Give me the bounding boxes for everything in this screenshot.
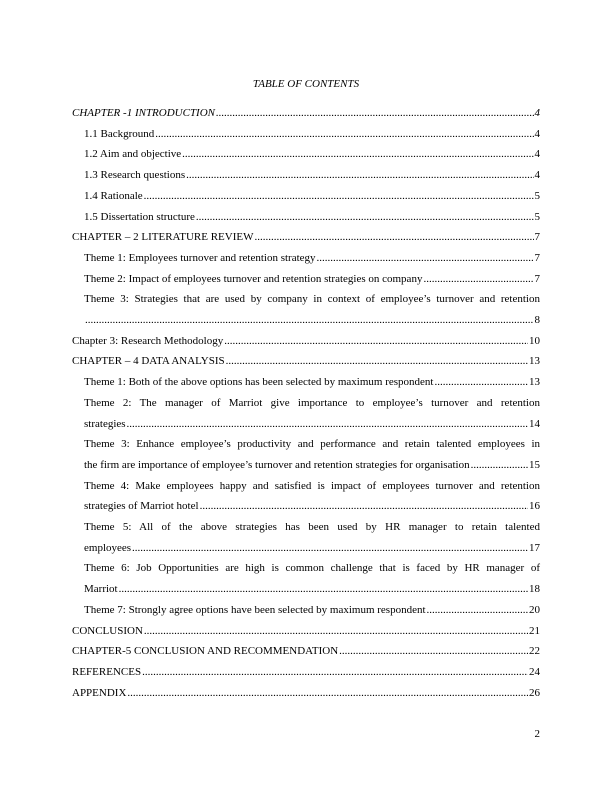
- toc-entry-ch2-theme-1[interactable]: [72, 248, 540, 269]
- toc-leader: [127, 683, 528, 704]
- toc-leader: [216, 103, 533, 124]
- toc-entry-chapter-2[interactable]: [72, 227, 540, 248]
- toc-leader: [423, 269, 533, 290]
- toc-leader: [144, 621, 528, 642]
- toc-entry-page: 22: [529, 645, 540, 658]
- toc-entry-lead: Theme 4: Make employees happy and satisfied is impact of employees turnover and retention: [84, 479, 540, 492]
- toc-entry-page: 26: [529, 686, 540, 699]
- toc-entry-text: 1.2 Aim and objective: [84, 148, 182, 161]
- toc-entry-page: 4: [534, 127, 540, 140]
- toc-entry-text: CHAPTER-5 CONCLUSION AND RECOMMENDATION: [72, 645, 339, 658]
- toc-entry-ch2-theme-3[interactable]: [72, 289, 540, 330]
- toc-leader: [434, 372, 528, 393]
- toc-entry-page: 13: [529, 355, 540, 368]
- toc-entry-text: Theme 2: Impact of employees turnover and retention strategies on company: [84, 272, 423, 285]
- toc-entry-page: 5: [534, 210, 540, 223]
- page-number: 2: [534, 728, 540, 740]
- toc-entry-1-3[interactable]: [72, 165, 540, 186]
- toc-leader: [226, 351, 528, 372]
- toc-entry-page: 5: [534, 189, 540, 202]
- toc-leader: [471, 455, 528, 476]
- toc-entry-text: 1.4 Rationale: [84, 189, 143, 202]
- toc-entry-text: Theme 1: Employees turnover and retention strategy: [84, 251, 316, 264]
- toc-entry-1-2[interactable]: [72, 144, 540, 165]
- toc-entry-lead: Theme 3: Enhance employee’s productivity and performance and retain talented employees in: [84, 438, 540, 451]
- toc-leader: [427, 600, 528, 621]
- toc-entry-lead: Theme 5: All of the above strategies has been used by HR manager to retain talented: [84, 521, 540, 534]
- toc-leader: [119, 579, 528, 600]
- toc-entry-page: 7: [534, 251, 540, 264]
- toc-entry-1-5[interactable]: [72, 207, 540, 228]
- toc-entry-chapter-5[interactable]: [72, 641, 540, 662]
- toc-entry-ch4-theme-4[interactable]: [72, 476, 540, 517]
- toc-entry-page: 21: [529, 624, 540, 637]
- toc-entry-text: Theme 7: Strongly agree options have been selected by maximum respondent: [84, 603, 426, 616]
- toc-entry-appendix[interactable]: [72, 683, 540, 704]
- toc-entry-text: 1.5 Dissertation structure: [84, 210, 195, 223]
- toc-entry-page: 10: [529, 334, 540, 347]
- toc-entry-text: strategies of Marriot hotel: [84, 500, 199, 513]
- toc-entry-ch4-theme-2[interactable]: [72, 393, 540, 434]
- toc-leader: [132, 538, 528, 559]
- toc-title: TABLE OF CONTENTS: [252, 78, 360, 90]
- toc-entry-text: CHAPTER -1 INTRODUCTION: [72, 107, 216, 119]
- toc-entry-references[interactable]: [72, 662, 540, 683]
- toc-entry-text: the firm are importance of employee’s turnover and retention strategies for organisation: [84, 458, 470, 471]
- toc-entry-chapter-4[interactable]: [72, 351, 540, 372]
- toc-entry-page: 15: [529, 458, 540, 471]
- toc-entry-lead: Theme 6: Job Opportunities are high is common challenge that is faced by HR manager of: [84, 562, 540, 575]
- toc-entry-text: CONCLUSION: [72, 624, 143, 637]
- toc-entry-ch4-theme-7[interactable]: [72, 600, 540, 621]
- toc-entry-text: 1.1 Background: [84, 127, 155, 140]
- toc-entry-page: 18: [529, 583, 540, 596]
- toc-entry-conclusion[interactable]: [72, 621, 540, 642]
- toc-entry-1-4[interactable]: [72, 186, 540, 207]
- toc-leader: [339, 641, 528, 662]
- toc-entry-ch4-theme-6[interactable]: [72, 558, 540, 599]
- toc-entry-page: 17: [529, 541, 540, 554]
- toc-entry-text: REFERENCES: [72, 665, 142, 678]
- toc-entry-text: Chapter 3: Research Methodology: [72, 334, 224, 347]
- toc-entry-page: 14: [529, 417, 540, 430]
- toc-entry-ch4-theme-3[interactable]: [72, 434, 540, 475]
- toc-entry-text: Marriot: [84, 583, 118, 596]
- toc-leader: [182, 144, 533, 165]
- toc-leader: [144, 186, 534, 207]
- toc-leader: [317, 248, 534, 269]
- toc-entry-1-1[interactable]: [72, 124, 540, 145]
- toc-list: [72, 103, 540, 703]
- toc-leader: [186, 165, 533, 186]
- toc-entry-ch4-theme-1[interactable]: [72, 372, 540, 393]
- toc-entry-page: 4: [534, 148, 540, 161]
- toc-leader: [142, 662, 528, 683]
- toc-leader: [254, 227, 533, 248]
- toc-entry-page: 7: [534, 231, 540, 244]
- toc-entry-chapter-3[interactable]: [72, 331, 540, 352]
- toc-entry-page: 24: [529, 665, 540, 678]
- toc-leader: [127, 414, 528, 435]
- toc-entry-text: APPENDIX: [72, 686, 127, 699]
- toc-entry-text: 1.3 Research questions: [84, 169, 186, 182]
- toc-entry-text: strategies: [84, 417, 126, 430]
- toc-entry-text: CHAPTER – 2 LITERATURE REVIEW: [72, 231, 254, 244]
- toc-entry-page: 13: [529, 376, 540, 389]
- toc-entry-lead: Theme 3: Strategies that are used by company in context of employee’s turnover and retention: [84, 293, 540, 306]
- toc-entry-page: 16: [529, 500, 540, 513]
- toc-entry-page: 7: [534, 272, 540, 285]
- toc-entry-ch2-theme-2[interactable]: [72, 269, 540, 290]
- toc-leader: [155, 124, 533, 145]
- toc-entry-page: 20: [529, 603, 540, 616]
- toc-entry-text: CHAPTER – 4 DATA ANALYSIS: [72, 355, 225, 368]
- toc-leader: [224, 331, 528, 352]
- toc-entry-page: 8: [534, 314, 540, 327]
- toc-entry-lead: Theme 2: The manager of Marriot give importance to employee’s turnover and retention: [84, 396, 540, 409]
- toc-entry-ch4-theme-5[interactable]: [72, 517, 540, 558]
- toc-entry-page: 4: [534, 107, 540, 119]
- toc-leader: [200, 496, 528, 517]
- toc-entry-page: 4: [534, 169, 540, 182]
- toc-entry-text: employees: [84, 541, 132, 554]
- toc-leader: [85, 310, 534, 331]
- toc-entry-chapter-1[interactable]: [72, 103, 540, 124]
- toc-entry-text: Theme 1: Both of the above options has been selected by maximum respondent: [84, 376, 434, 389]
- toc-leader: [196, 207, 534, 228]
